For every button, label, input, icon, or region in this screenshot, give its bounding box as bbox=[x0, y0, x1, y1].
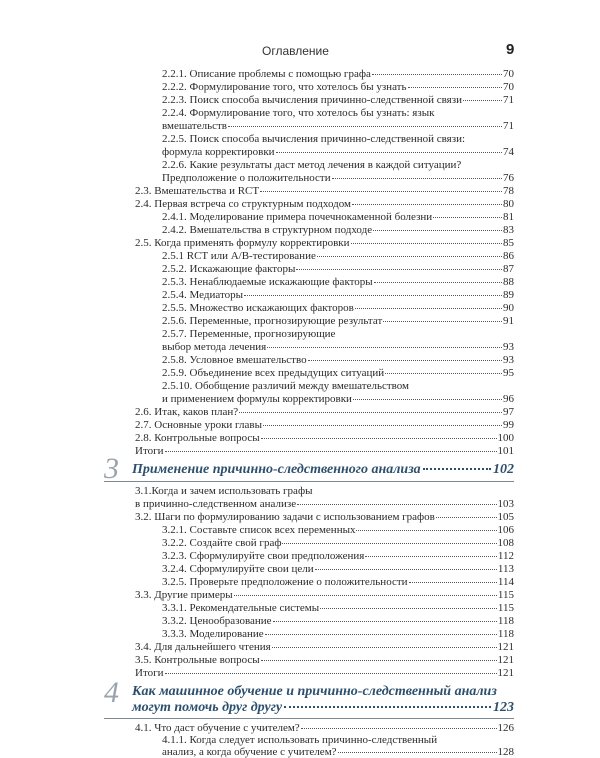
dot-leader bbox=[284, 706, 491, 708]
dot-leader bbox=[228, 126, 502, 127]
toc-entry-title: 2.7. Основные уроки главы bbox=[135, 419, 262, 431]
dot-leader bbox=[332, 178, 502, 179]
toc-entry-first-line: 4.1.1. Когда следует использовать причинно-следственный bbox=[162, 734, 438, 746]
toc-entry[interactable] bbox=[135, 498, 514, 510]
toc-entry-first-line: 3.1.Когда и зачем использовать графы bbox=[135, 485, 313, 497]
toc-entry[interactable] bbox=[162, 354, 514, 366]
toc-entry-title: и применением формулы корректировки bbox=[162, 393, 352, 405]
toc-entry-title: 3.2.1. Составьте список всех переменных bbox=[162, 524, 356, 536]
toc-entry[interactable] bbox=[135, 237, 514, 249]
toc-entry-title: 3.5. Контрольные вопросы bbox=[135, 654, 260, 666]
toc-entry-title: формула корректировки bbox=[162, 146, 275, 158]
toc-entry-title: вмешательств bbox=[162, 120, 227, 132]
toc-entry-page: 100 bbox=[497, 432, 514, 444]
toc-entry-page: 71 bbox=[503, 120, 514, 132]
toc-entry-page: 99 bbox=[503, 419, 514, 431]
toc-entry-title: Предположение о положительности bbox=[162, 172, 331, 184]
toc-entry-title: 2.5.4. Медиаторы bbox=[162, 289, 244, 301]
toc-entry[interactable] bbox=[162, 524, 514, 536]
toc-entry[interactable] bbox=[162, 628, 514, 640]
chapter-page: 123 bbox=[493, 700, 514, 715]
toc-entry[interactable] bbox=[135, 406, 514, 418]
toc-entry-page: 118 bbox=[497, 628, 514, 640]
toc-entry-title: Итоги bbox=[135, 445, 164, 457]
toc-entry-page: 96 bbox=[503, 393, 514, 405]
toc-entry-title: 2.5. Когда применять формулу корректировки bbox=[135, 237, 350, 249]
toc-entry[interactable] bbox=[135, 445, 514, 457]
toc-entry[interactable] bbox=[162, 367, 514, 379]
toc-entry[interactable] bbox=[162, 615, 514, 627]
dot-leader bbox=[234, 595, 497, 596]
toc-entry-title: 2.2.2. Формулирование того, что хотелось бы узнать bbox=[162, 81, 407, 93]
dot-leader bbox=[282, 543, 496, 544]
toc-entry-page: 87 bbox=[503, 263, 514, 275]
toc-entry-title: 2.5.8. Условное вмешательство bbox=[162, 354, 307, 366]
dot-leader bbox=[317, 256, 502, 257]
toc-entry-page: 118 bbox=[497, 615, 514, 627]
toc-entry-title: 3.3.1. Рекомендательные системы bbox=[162, 602, 320, 614]
toc-entry[interactable] bbox=[162, 146, 514, 158]
dot-leader bbox=[265, 634, 497, 635]
toc-entry[interactable] bbox=[162, 211, 514, 223]
toc-entry-page: 112 bbox=[497, 550, 514, 562]
toc-entry[interactable] bbox=[135, 654, 514, 666]
toc-entry-page: 126 bbox=[497, 722, 514, 734]
dot-leader bbox=[436, 517, 497, 518]
toc-entry-page: 93 bbox=[503, 341, 514, 353]
toc-entry-page: 101 bbox=[497, 445, 514, 457]
dot-leader bbox=[383, 321, 502, 322]
toc-entry-title: 2.8. Контрольные вопросы bbox=[135, 432, 260, 444]
dot-leader bbox=[296, 269, 502, 270]
toc-entry[interactable] bbox=[135, 722, 514, 734]
toc-entry[interactable] bbox=[162, 263, 514, 275]
toc-entry-title: 4.1. Что даст обучение с учителем? bbox=[135, 722, 300, 734]
toc-entry-title: 2.4.2. Вмешательства в структурном подходе bbox=[162, 224, 373, 236]
toc-entry[interactable] bbox=[162, 341, 514, 353]
chapter-rule bbox=[104, 481, 514, 482]
dot-leader bbox=[351, 243, 502, 244]
dot-leader bbox=[297, 504, 496, 505]
toc-entry[interactable] bbox=[162, 746, 514, 758]
chapter-heading[interactable] bbox=[132, 700, 514, 716]
dot-leader bbox=[267, 347, 502, 348]
toc-entry-title: 3.2. Шаги по формулированию задачи с использованием графов bbox=[135, 511, 435, 523]
toc-entry[interactable] bbox=[162, 602, 514, 614]
toc-entry-title: 2.5.6. Переменные, прогнозирующие результат bbox=[162, 315, 383, 327]
toc-entry-first-line: 2.2.5. Поиск способа вычисления причинно-следственной связи: bbox=[162, 133, 466, 145]
dot-leader bbox=[356, 530, 496, 531]
toc-entry[interactable] bbox=[135, 641, 514, 653]
toc-entry-first-line: 2.5.7. Переменные, прогнозирующие bbox=[162, 328, 336, 340]
dot-leader bbox=[273, 621, 497, 622]
toc-entry-page: 113 bbox=[497, 563, 514, 575]
toc-entry[interactable] bbox=[162, 120, 514, 132]
toc-entry-title: 3.2.3. Сформулируйте свои предположения bbox=[162, 550, 365, 562]
chapter-title-first-line: Как машинное обучение и причинно-следственный анализ bbox=[132, 684, 497, 699]
toc-entry-page: 108 bbox=[497, 537, 514, 549]
toc-entry[interactable] bbox=[162, 537, 514, 549]
toc-entry[interactable] bbox=[135, 667, 514, 679]
toc-entry[interactable] bbox=[162, 315, 514, 327]
toc-entry[interactable] bbox=[162, 94, 514, 106]
dot-leader bbox=[301, 728, 497, 729]
toc-entry-page: 74 bbox=[503, 146, 514, 158]
toc-entry[interactable] bbox=[162, 276, 514, 288]
toc-entry-page: 93 bbox=[503, 354, 514, 366]
dot-leader bbox=[433, 217, 502, 218]
dot-leader bbox=[244, 295, 502, 296]
toc-entry[interactable] bbox=[162, 393, 514, 405]
toc-entry-title: 2.5.2. Искажающие факторы bbox=[162, 263, 296, 275]
running-title: Оглавление bbox=[262, 44, 329, 58]
toc-entry-title: выбор метода лечения bbox=[162, 341, 267, 353]
toc-entry[interactable] bbox=[135, 589, 514, 601]
toc-entry-title: 3.3. Другие примеры bbox=[135, 589, 233, 601]
toc-entry-page: 83 bbox=[503, 224, 514, 236]
toc-entry[interactable] bbox=[162, 550, 514, 562]
toc-entry-first-line: 2.5.10. Обобщение различий между вмешательством bbox=[162, 380, 410, 392]
toc-entry-page: 106 bbox=[497, 524, 514, 536]
toc-entry[interactable] bbox=[162, 302, 514, 314]
toc-entry-title: 2.5.1 RCT или А/В-тестирование bbox=[162, 250, 316, 262]
toc-entry-first-line: 2.2.4. Формулирование того, что хотелось бы узнать: язык bbox=[162, 107, 435, 119]
dot-leader bbox=[355, 308, 502, 309]
toc-entry-page: 128 bbox=[497, 746, 514, 758]
toc-entry[interactable] bbox=[135, 185, 514, 197]
dot-leader bbox=[239, 412, 502, 413]
toc-entry-page: 91 bbox=[503, 315, 514, 327]
toc-entry-page: 88 bbox=[503, 276, 514, 288]
chapter-title: могут помочь друг другу bbox=[132, 700, 283, 715]
toc-entry-page: 105 bbox=[497, 511, 514, 523]
toc-entry[interactable] bbox=[162, 250, 514, 262]
toc-entry-page: 114 bbox=[497, 576, 514, 588]
dot-leader bbox=[352, 204, 502, 205]
toc-entry-title: 2.5.5. Множество искажающих факторов bbox=[162, 302, 354, 314]
toc-entry-title: 2.5.9. Объединение всех предыдущих ситуаций bbox=[162, 367, 385, 379]
toc-entry-title: 3.2.4. Сформулируйте свои цели bbox=[162, 563, 314, 575]
toc-entry-title: 2.2.1. Описание проблемы с помощью графа bbox=[162, 68, 371, 80]
toc-entry[interactable] bbox=[162, 81, 514, 93]
toc-entry[interactable] bbox=[162, 576, 514, 588]
toc-entry-title: 2.3. Вмешательства и RCT bbox=[135, 185, 260, 197]
toc-entry-page: 85 bbox=[503, 237, 514, 249]
dot-leader bbox=[365, 556, 497, 557]
toc-entry-title: 3.4. Для дальнейшего чтения bbox=[135, 641, 271, 653]
chapter-page: 102 bbox=[493, 462, 514, 477]
dot-leader bbox=[276, 152, 502, 153]
dot-leader bbox=[165, 451, 497, 452]
dot-leader bbox=[263, 425, 502, 426]
toc-entry-title: 2.4. Первая встреча со структурным подходом bbox=[135, 198, 351, 210]
chapter-title: Применение причинно-следственного анализа bbox=[132, 462, 421, 477]
toc-entry-title: 2.6. Итак, каков план? bbox=[135, 406, 239, 418]
dot-leader bbox=[320, 608, 497, 609]
chapter-heading[interactable] bbox=[132, 462, 514, 478]
toc-entry[interactable] bbox=[162, 224, 514, 236]
toc-entry-page: 121 bbox=[497, 654, 514, 666]
dot-leader bbox=[409, 582, 497, 583]
toc-entry-page: 80 bbox=[503, 198, 514, 210]
dot-leader bbox=[423, 468, 491, 470]
toc-entry[interactable] bbox=[135, 432, 514, 444]
chapter-number: 3 bbox=[104, 452, 119, 485]
toc-entry-page: 86 bbox=[503, 250, 514, 262]
dot-leader bbox=[353, 399, 502, 400]
dot-leader bbox=[261, 438, 497, 439]
toc-entry-title: 3.3.2. Ценообразование bbox=[162, 615, 272, 627]
toc-entry[interactable] bbox=[162, 563, 514, 575]
chapter-rule bbox=[104, 718, 514, 719]
toc-entry-page: 95 bbox=[503, 367, 514, 379]
toc-entry[interactable] bbox=[162, 172, 514, 184]
dot-leader bbox=[338, 752, 497, 753]
page-number: 9 bbox=[506, 41, 515, 58]
toc-entry-page: 76 bbox=[503, 172, 514, 184]
chapter-number: 4 bbox=[104, 676, 119, 709]
toc-entry-page: 71 bbox=[503, 94, 514, 106]
toc-entry-title: 2.4.1. Моделирование примера почечнокаменной болезни bbox=[162, 211, 433, 223]
toc-entry-title: анализ, а когда обучение с учителем? bbox=[162, 746, 337, 758]
toc-entry-page: 78 bbox=[503, 185, 514, 197]
toc-entry[interactable] bbox=[135, 419, 514, 431]
toc-entry-page: 121 bbox=[497, 641, 514, 653]
dot-leader bbox=[373, 230, 502, 231]
toc-entry-page: 89 bbox=[503, 289, 514, 301]
toc-entry[interactable] bbox=[135, 511, 514, 523]
toc-entry-title: 3.3.3. Моделирование bbox=[162, 628, 264, 640]
toc-entry-title: 3.2.5. Проверьте предположение о положительности bbox=[162, 576, 408, 588]
toc-entry-page: 115 bbox=[497, 602, 514, 614]
toc-entry-first-line: 2.2.6. Какие результаты даст метод лечения в каждой ситуации? bbox=[162, 159, 462, 171]
toc-entry-title: в причинно-следственном анализе bbox=[135, 498, 297, 510]
toc-entry-title: Итоги bbox=[135, 667, 164, 679]
dot-leader bbox=[260, 191, 502, 192]
dot-leader bbox=[308, 360, 502, 361]
toc-entry[interactable] bbox=[162, 289, 514, 301]
toc-entry-page: 103 bbox=[497, 498, 514, 510]
dot-leader bbox=[315, 569, 497, 570]
toc-entry-page: 97 bbox=[503, 406, 514, 418]
dot-leader bbox=[408, 87, 503, 88]
dot-leader bbox=[463, 100, 502, 101]
toc-entry-page: 81 bbox=[503, 211, 514, 223]
toc-entry-page: 70 bbox=[503, 68, 514, 80]
dot-leader bbox=[261, 660, 497, 661]
toc-entry-page: 121 bbox=[497, 667, 514, 679]
toc-entry-page: 90 bbox=[503, 302, 514, 314]
dot-leader bbox=[272, 647, 497, 648]
dot-leader bbox=[385, 373, 502, 374]
toc-entry-page: 115 bbox=[497, 589, 514, 601]
toc-entry-title: 3.2.2. Создайте свой граф bbox=[162, 537, 282, 549]
toc-entry-page: 70 bbox=[503, 81, 514, 93]
toc-entry[interactable] bbox=[135, 198, 514, 210]
toc-entry-title: 2.5.3. Ненаблюдаемые искажающие факторы bbox=[162, 276, 373, 288]
dot-leader bbox=[374, 282, 502, 283]
dot-leader bbox=[165, 673, 497, 674]
toc-entry-title: 2.2.3. Поиск способа вычисления причинно-следственной связи bbox=[162, 94, 462, 106]
dot-leader bbox=[372, 74, 502, 75]
toc-entry[interactable] bbox=[162, 68, 514, 80]
